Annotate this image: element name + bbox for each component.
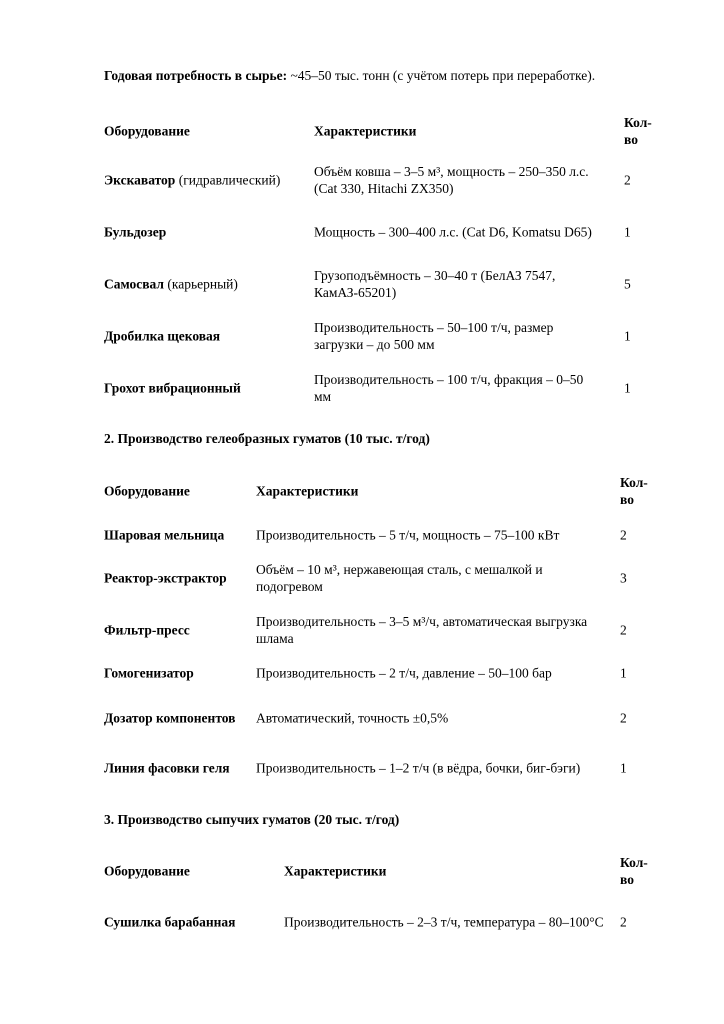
table-row [104, 160, 664, 200]
header-equipment: Оборудование [104, 863, 190, 879]
equipment-spec: Мощность – 300–400 л.с. (Cat D6, Komatsu D65) [314, 224, 592, 240]
equipment-spec: Объём ковша – 3–5 м³, мощность – 250–350 л.с. (Cat 330, Hitachi ZX350) [314, 164, 589, 196]
equipment-spec: Автоматический, точность ±0,5% [256, 710, 449, 726]
equipment-name: Линия фасовки геля [104, 760, 230, 776]
annual-need-label: Годовая потребность в сырье: [104, 68, 288, 83]
equipment-spec: Производительность – 3–5 м³/ч, автоматическая выгрузка шлама [256, 614, 588, 646]
equipment-qty: 3 [620, 570, 627, 586]
equipment-name: Реактор-экстрактор [104, 570, 227, 586]
equipment-name: Грохот вибрационный [104, 380, 241, 396]
equipment-name: Дробилка щековая [104, 328, 221, 344]
table-header-row [104, 108, 664, 154]
equipment-name: Гомогенизатор [104, 665, 194, 681]
header-qty: Кол-во [620, 855, 648, 887]
equipment-name: Бульдозер [104, 224, 167, 240]
equipment-name: Дозатор компонентов [104, 710, 236, 726]
equipment-name: Шаровая мельница [104, 527, 225, 543]
header-qty: Кол-во [624, 115, 652, 147]
equipment-qty: 2 [620, 710, 627, 726]
header-equipment: Оборудование [104, 483, 190, 499]
equipment-spec: Производительность – 2 т/ч, давление – 50–100 бар [256, 665, 552, 681]
equipment-name: Экскаватор (гидравлический) [104, 172, 281, 188]
table-row [104, 264, 664, 304]
equipment-name: Сушилка барабанная [104, 914, 236, 930]
equipment-qty: 2 [620, 914, 627, 930]
table-row [104, 368, 664, 408]
table-header-row [104, 848, 664, 894]
equipment-qty: 2 [624, 172, 631, 188]
header-specs: Характеристики [314, 123, 417, 139]
equipment-qty: 1 [620, 665, 627, 681]
equipment-qty: 2 [620, 527, 627, 543]
table-row [104, 610, 664, 650]
header-equipment: Оборудование [104, 123, 190, 139]
annual-need-paragraph [104, 68, 595, 84]
equipment-qty: 1 [624, 380, 631, 396]
equipment-spec: Производительность – 100 т/ч, фракция – 0–50 мм [314, 372, 584, 404]
header-specs: Характеристики [284, 863, 387, 879]
equipment-spec: Производительность – 50–100 т/ч, размер загрузки – до 500 мм [314, 320, 554, 352]
equipment-qty: 1 [624, 328, 631, 344]
equipment-spec: Объём – 10 м³, нержавеющая сталь, с мешалкой и подогревом [256, 562, 543, 594]
table-row [104, 212, 664, 252]
section-3-title: 3. Производство сыпучих гуматов (20 тыс. т/год) [104, 812, 400, 827]
header-specs: Характеристики [256, 483, 359, 499]
equipment-spec: Производительность – 2–3 т/ч, температура – 80–100°C [284, 914, 604, 930]
equipment-qty: 5 [624, 276, 631, 292]
table-row [104, 902, 664, 942]
header-qty: Кол-во [620, 475, 648, 507]
table-row [104, 520, 664, 550]
table-row [104, 658, 664, 688]
equipment-qty: 1 [620, 760, 627, 776]
equipment-spec: Грузоподъёмность – 30–40 т (БелАЗ 7547, КамАЗ-65201) [314, 268, 556, 300]
section-2-title: 2. Производство гелеобразных гуматов (10 тыс. т/год) [104, 431, 430, 446]
equipment-name: Фильтр-пресс [104, 622, 190, 638]
equipment-spec: Производительность – 1–2 т/ч (в вёдра, бочки, биг-бэги) [256, 760, 581, 776]
table-row [104, 558, 664, 598]
equipment-spec: Производительность – 5 т/ч, мощность – 75–100 кВт [256, 527, 560, 543]
annual-need-value: ~45–50 тыс. тонн (с учётом потерь при переработке). [287, 68, 596, 83]
table-row [104, 698, 664, 738]
table-header-row [104, 468, 664, 514]
equipment-qty: 1 [624, 224, 631, 240]
table-row [104, 316, 664, 356]
equipment-qty: 2 [620, 622, 627, 638]
table-row [104, 748, 664, 788]
equipment-name: Самосвал (карьерный) [104, 276, 238, 292]
